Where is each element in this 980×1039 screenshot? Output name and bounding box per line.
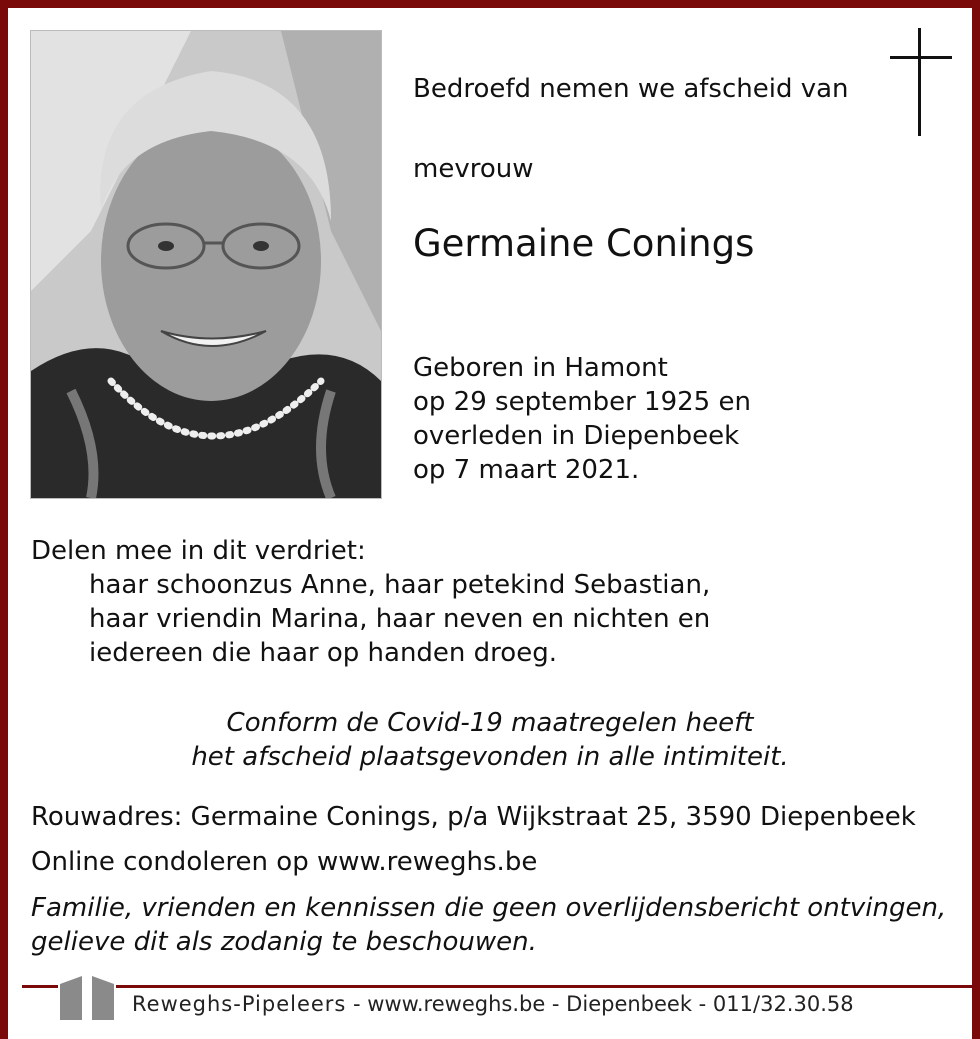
share-heading: Delen mee in dit verdriet: [31,536,366,566]
mourners-line: haar schoonzus Anne, haar petekind Sebastian, [89,570,711,600]
footer-text [132,990,854,1018]
covid-line: Conform de Covid-19 maatregelen heeft [226,708,754,738]
family-line: Familie, vrienden en kennissen die geen overlijdensbericht ontvingen, [31,893,947,923]
online-condolences: Online condoleren op www.reweghs.be [31,847,538,877]
company-name: Reweghs-Pipeleers [132,992,347,1016]
covid-line: het afscheid plaatsgevonden in alle intimiteit. [191,742,789,772]
company-details: - www.reweghs.be - Diepenbeek - 011/32.30.58 [346,992,854,1016]
family-notice [31,891,946,959]
intro-text: Bedroefd nemen we afscheid van [413,74,849,104]
mourners-line: iedereen die haar op handen droeg. [89,638,557,668]
birth-death-details [413,351,751,487]
born-line: op 7 maart 2021. [413,455,640,485]
born-line: overleden in Diepenbeek [413,421,740,451]
deceased-name: Germaine Conings [413,222,755,265]
cross-icon [890,28,952,136]
covid-notice [0,706,980,774]
footer-divider [22,985,972,988]
mourning-address: Rouwadres: Germaine Conings, p/a Wijkstraat 25, 3590 Diepenbeek [31,802,916,832]
mourners-line: haar vriendin Marina, haar neven en nichten en [89,604,711,634]
mourners-list [89,568,710,670]
born-line: Geboren in Hamont [413,353,668,383]
portrait-illustration [31,31,381,498]
family-line: gelieve dit als zodanig te beschouwen. [31,927,537,957]
born-line: op 29 september 1925 en [413,387,751,417]
honorific: mevrouw [413,154,534,184]
funeral-home-logo [58,970,116,1022]
portrait-photo [30,30,382,499]
